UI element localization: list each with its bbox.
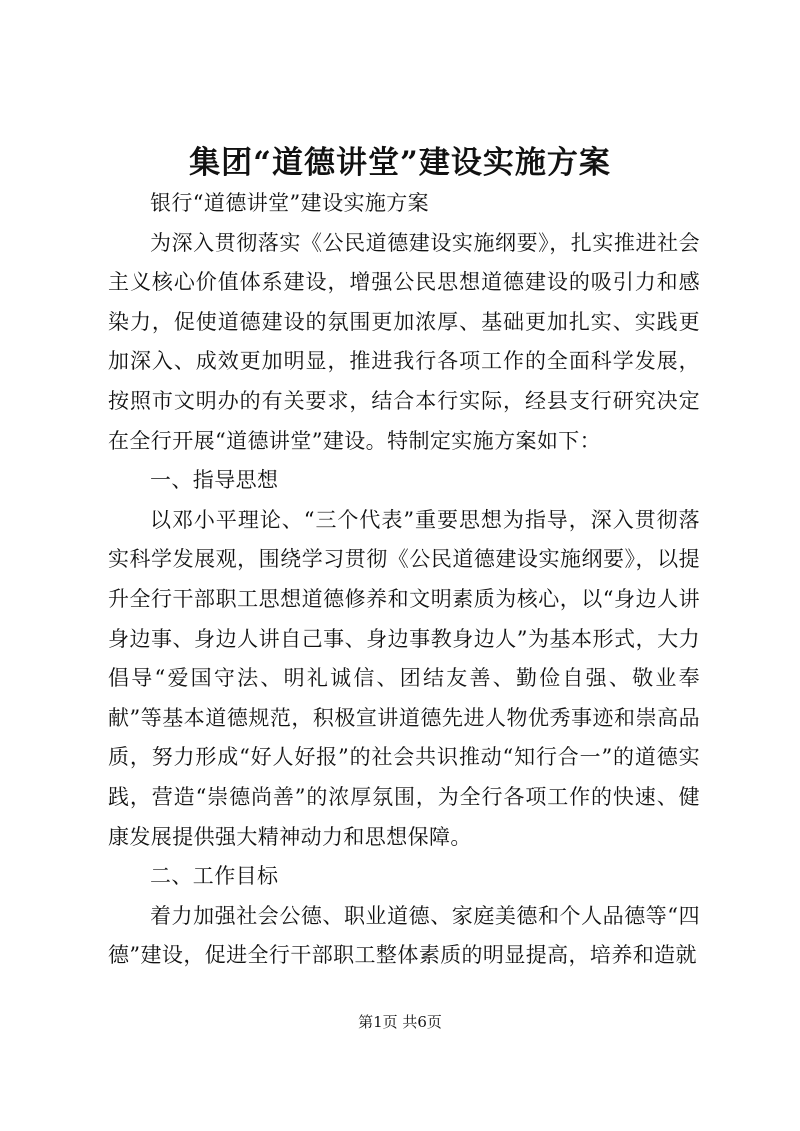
- paragraph-guiding-ideology: 以邓小平理论、“三个代表”重要思想为指导，深入贯彻落实科学发展观，围绕学习贯彻《公民道德建设实施纲要》，以提升全行干部职工思想道德修养和文明素质为核心，以“身边人讲身边事、身边人讲自己事、身边事教身边人”为基本形式，大力倡导“爱国守法、明礼诚信、团结友善、勤俭自强、敬业奉献”等基本道德规范，积极宣讲道德先进人物优秀事迹和崇高品质，努力形成“好人好报”的社会共识推动“知行合一”的道德实践，营造“崇德尚善”的浓厚氛围，为全行各项工作的快速、健康发展提供强大精神动力和思想保障。: [108, 507, 700, 849]
- paragraph-intro: 为深入贯彻落实《公民道德建设实施纲要》，扎实推进社会主义核心价值体系建设，增强公民思想道德建设的吸引力和感染力，促使道德建设的氛围更加浓厚、基础更加扎实、实践更加深入、成效更加明显，推进我行各项工作的全面科学发展，按照市文明办的有关要求，结合本行实际，经县支行研究决定在全行开展“道德讲堂”建设。特制定实施方案如下：: [108, 230, 700, 453]
- paragraph-subtitle: 银行“道德讲堂”建设实施方案: [150, 191, 430, 215]
- document-title: 集团“道德讲堂”建设实施方案: [189, 145, 611, 181]
- section-heading-guiding-ideology: 一、指导思想: [150, 468, 279, 493]
- paragraph-work-goals: 着力加强社会公德、职业道德、家庭美德和个人品德等“四德”建设，促进全行干部职工整体素质的明显提高，培养和造就: [108, 903, 700, 968]
- page-number-footer: 第1页 共6页: [358, 1013, 442, 1031]
- document-body: [108, 184, 700, 976]
- section-heading-work-goals: 二、工作目标: [150, 864, 279, 889]
